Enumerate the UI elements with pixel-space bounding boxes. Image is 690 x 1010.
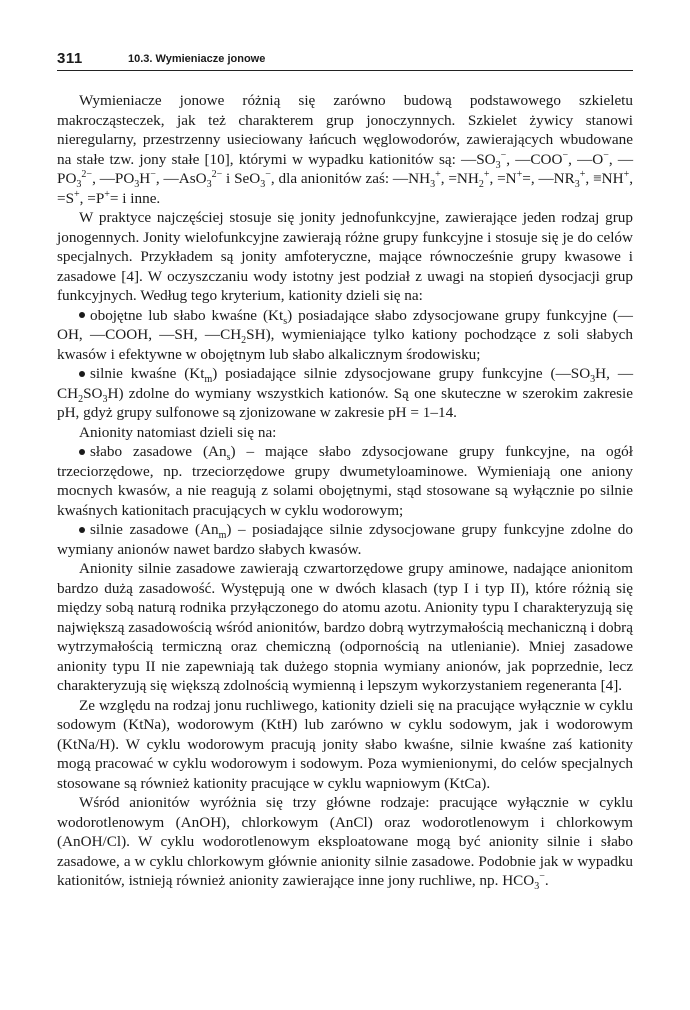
paragraph: W praktyce najczęściej stosuje się jonity jednofunkcyjne, zawierające jeden rodzaj grup jonogennych. Jonity wielofunkcyjne zawierają różne grupy funkcyjne i stosuje się je do celów specjalnych. Przykładem są jonity amfoteryczne, mające równocześnie grupy kwasowe i zasadowe [4]. W oczyszczaniu wody istotny jest podział z uwagi na stopień dysocjacji grup funkcyjnych. Według tego kryterium, kationity dzieli się na: bbox=[57, 209, 633, 304]
bullet-paragraph: silnie kwaśne $(Kt_m)$ posiadające silnie zdysocjowane grupy funkcyjne ($—SO_3H$, $—CH_2SO_3H$) zdolne do wymiany wszystkich kationów. Są one skuteczne w szerokim zakresie pH, gdyż grupy sulfonowe są zjonizowane w zakresie pH = 1–14. bbox=[57, 365, 634, 421]
book-page bbox=[57, 50, 633, 891]
section-title: 10.3. Wymieniacze jonowe bbox=[128, 53, 266, 65]
bullet-paragraph: słabo zasadowe $(An_s)$ – mające słabo zdysocjowane grupy funkcyjne, na ogół trzeciorzędowe, np. trzeciorzędowe grupy dwumetyloaminowe. Wymieniają one aniony mocnych kwasów, a nie reagują z solami obojętnymi, stąd stosowane są wyłącznie po silnie kwaśnych kationitach pracujących w cyklu wodorowym; bbox=[57, 443, 633, 519]
page-number: 311 bbox=[57, 50, 83, 67]
bullet-icon bbox=[79, 312, 85, 318]
bullet-paragraph: silnie zasadowe $(An_m)$ – posiadające silnie zdysocjowane grupy funkcyjne zdolne do wymiany anionów nawet bardzo słabych kwasów. bbox=[57, 521, 633, 558]
bullet-icon bbox=[79, 371, 85, 377]
paragraph: Ze względu na rodzaj jonu ruchliwego, kationity dzieli się na pracujące wyłącznie w cyklu sodowym (KtNa), wodorowym (KtH) lub zarówno w cyklu sodowym, jak i wodorowym (KtNa/H). W cyklu wodorowym pracują jonity słabo kwaśne, silnie kwaśne zaś kationity mogą pracować w cyklu wodorowym i sodowym. Poza wymienionymi, do celów specjalnych stosowane są również kationity pracujące w cyklu wapniowym (KtCa). bbox=[57, 696, 633, 792]
bullet-icon bbox=[79, 527, 85, 533]
paragraph: Anionity silnie zasadowe zawierają czwartorzędowe grupy aminowe, nadające anionitom bardzo dużą zasadowość. Występują one w dwóch klasach (typ I i typ II), które różnią się między sobą naturą rodnika przyłączonego do atomu azotu. Anionity typu I charakteryzują się największą zasadowością wśród anionitów, bardzo dobrą wytrzymałością mechaniczną i dobrą wytrzymałością termiczną oraz chemiczną (odpornością na utlenianie). Mniej zasadowe anionity typu II nie zapewniają tak dużego stopnia wymiany anionów, jak poprzednie, lecz charakteryzują się większą zdolnością wymienną i lepszym wykorzystaniem regeneranta [4]. bbox=[57, 560, 633, 694]
bullet-icon bbox=[79, 449, 85, 455]
paragraph: Wśród anionitów wyróżnia się trzy główne rodzaje: pracujące wyłącznie w cyklu wodorotlenowym (AnOH), chlorkowym (AnCl) oraz wodorotlenowym i chlorkowym (AnOH/Cl). W cyklu wodorotlenowym eksploatowane mogą być anionity silnie i słabo zasadowe, a w cyklu chlorkowym głównie anionity silnie zasadowe. Podobnie jak w wypadku kationitów, istnieją również anionity zawierające inne jony ruchliwe, np. $HCO_3^-$. bbox=[57, 794, 633, 893]
running-header bbox=[57, 50, 633, 71]
paragraph: Wymieniacze jonowe różnią się zarówno budową podstawowego szkieletu makrocząsteczek, jak też charakterem grup jonoczynnych. Szkielet żywicy stanowi nieregularny, przestrzenny usieciowany łańcuch węglowodorów, zawierających wbudowane na stałe tzw. jony stałe [10], którymi w wypadku kationitów są: $—SO_3^-$, —COO−, —O−, $—PO_3^{2-}$, $—PO_3H^-$, —AsO$_3^{2-}$ i SeO$_3$−, dla anionitów zaś: $—NH_3^+$, $=NH_2^+$, =N+=, $—NR_3^+$, ≡NH+, =S+, =P+= i inne. bbox=[57, 92, 634, 207]
bullet-paragraph: obojętne lub słabo kwaśne $(Kt_s)$ posiadające słabo zdysocjowane grupy funkcyjne (—OH, —COOH, —SH, $—CH_2SH$), wymieniające tylko kationy pochodzące z soli słabych kwasów i efektywne w obojętnym lub słabo alkalicznym środowisku; bbox=[57, 306, 633, 363]
paragraph: Anionity natomiast dzieli się na: bbox=[79, 423, 277, 441]
body-text bbox=[57, 91, 633, 891]
